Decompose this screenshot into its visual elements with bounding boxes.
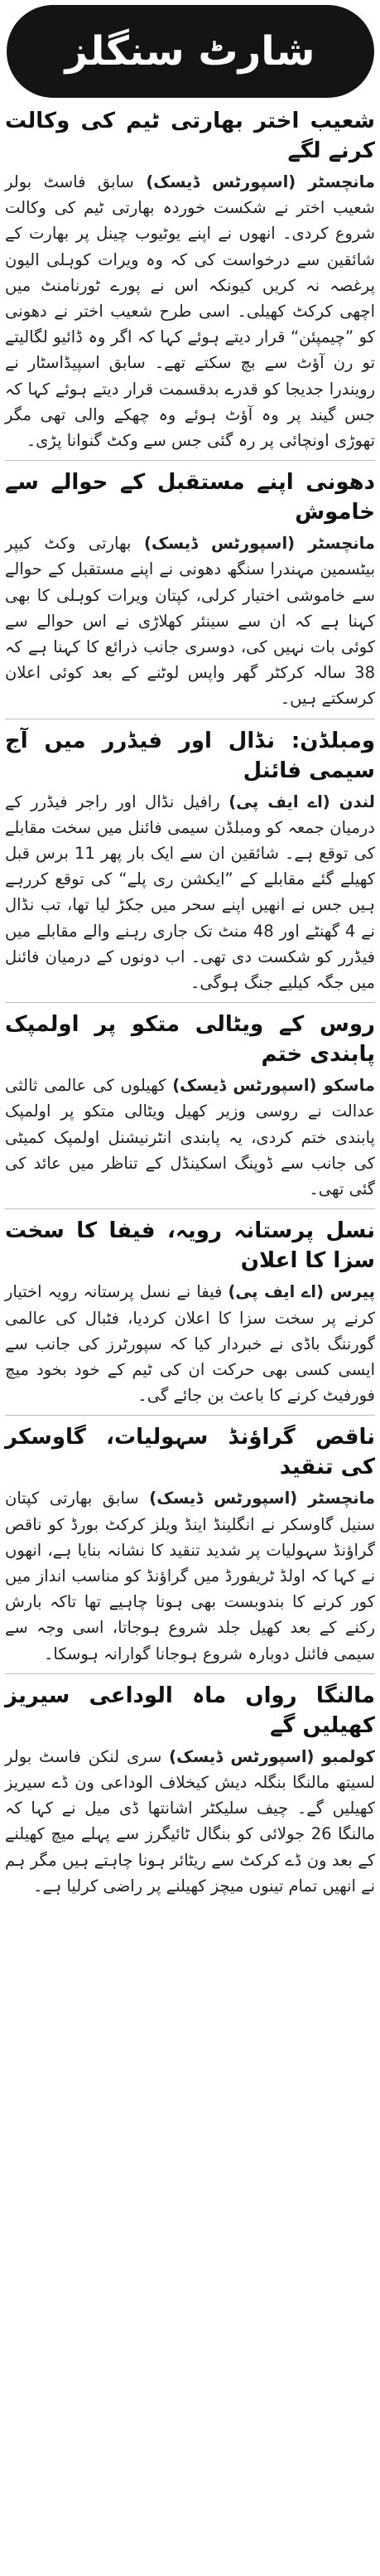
story-text: سابق فاسٹ بولر شعیب اختر نے شکست خوردہ بھارتی ٹیم کی وکالت شروع کردی۔ انھوں نے اپنے یوٹیوب چینل پر بھارت کے شائقین سے درخواست کی کہ وہ ویرات کوہلی الیون پرغصہ نہ کریں کیونکہ اس نے پورے ٹورنامنٹ میں اچھی کرکٹ کھیلی۔ اسی طرح شعیب اختر نے دھونی کو ”چیمپئن“ قرار دیتے ہوئے کہا کہ اگر وہ ڈائیو لگالیتے تو رن آؤٹ سے بچ سکتے تھے۔ سابق اسپیڈاسٹار نے رویندرا جدیجا کو قدرے بدقسمت قرار دیتے ہوئے کہا کہ جس گیند پر وہ آؤٹ ہوئے وہ چھکے والی تھی مگر تھوڑی اونچائی پر رہ گئی جس سے وکٹ گنوانا پڑی۔ bbox=[5, 172, 375, 451]
story-body bbox=[5, 789, 375, 996]
story-body bbox=[5, 1073, 375, 1202]
story-body bbox=[5, 1744, 375, 1899]
story-body bbox=[5, 1485, 375, 1666]
story-text: فیفا نے نسل پرستانہ رویہ اختیار کرنے پر سخت سزا کا اعلان کردیا، فٹبال کی عالمی گورننگ باڈی نے خبردار کیا کہ سپورٹرز کی جانب سے ایسی کسی بھی حرکت ان کی ٹیم کے خود بخود میچ فورفیٹ کرنے کا باعث بن جائے گی۔ bbox=[5, 1282, 375, 1406]
story-mutko bbox=[5, 1010, 375, 1202]
newspaper-page bbox=[0, 5, 380, 2576]
story-headline: روس کے ویٹالی متکو پر اولمپک پابندی ختم bbox=[5, 1012, 375, 1068]
story-divider bbox=[5, 1002, 375, 1003]
story-text: کھیلوں کی عالمی ثالثی عدالت نے روسی وزیر کھیل ویٹالی متکو پر اولمپک پابندی ختم کردی، یہ پابندی انٹرنیشنل اولمپک کمیٹی کی جانب سے ڈوپنگ اسکینڈل کے تناظر میں عائد کی گئی تھی۔ bbox=[5, 1076, 375, 1199]
story-divider bbox=[5, 1415, 375, 1416]
story-dateline: کولمبو (اسپورٹس ڈیسک) bbox=[169, 1746, 375, 1766]
story-wimbledon bbox=[5, 726, 375, 996]
story-text: بھارتی وکٹ کیپر بیٹسمین مہندرا سنگھ دھونی نے اپنے مستقبل کے حوالے سے خاموشی اختیار کرلی، کپتان ویرات کوہلی کا بھی کہنا ہے کہ ان سے سینئر کھلاڑی نے اس حوالے سے کوئی بات نہیں کی، دوسری جانب ذرائع کا کہنا ہے کہ 38 سالہ کرکٹر گھر واپس لوٹنے کے بعد کوئی اعلان کرسکتے ہیں۔ bbox=[5, 534, 375, 709]
story-text: سابق بھارتی کپتان سنیل گاوسکر نے انگلینڈ اینڈ ویلز کرکٹ بورڈ کو ناقص گراؤنڈ سہولیات پر شدید تنقید کا نشانہ بنایا ہے، انھوں نے کہا کہ اولڈ ٹریفورڈ میں گراؤنڈ کو مناسب انداز میں کور کرنے کا بندوبست بھی ہونا چاہیے تھا تاکہ بارش رکنے کے بعد کھیل جلد شروع ہوجاتا، اسی وجہ سے سیمی فائنل دوبارہ شروع ہوجانا گوارانہ ہوسکا۔ bbox=[5, 1489, 375, 1663]
story-text: سری لنکن فاسٹ بولر لسیتھ مالنگا بنگلہ دیش کیخلاف الوداعی ون ڈے سیریز کھیلیں گے۔ چیف سلیکٹر اشانتھا ڈی میل نے کہا کہ مالنگا 26 جولائی کو بنگال ٹائیگرز سے پہلے میچ کھیلنے کے بعد ون ڈے کرکٹ سے ریٹائر ہونا چاہتے ہیں مگر ہم نے انھیں تمام تینوں میچز کھیلنے پر راضی کرلیا ہے۔ bbox=[5, 1746, 376, 1896]
story-dateline: مانچسٹر (اسپورٹس ڈیسک) bbox=[144, 534, 375, 554]
story-divider bbox=[5, 460, 375, 461]
story-text: رافیل نڈال اور راجر فیڈرر کے درمیان جمعہ کو ومبلڈن سیمی فائنل میں سخت مقابلے کی توقع ہے۔ شائقین ان سے ایک بار پھر 11 برس قبل کھیلے گئے مقابلے کے ”ایکشن ری پلے“ کی توقع کررہے ہیں جس نے انھیں اپنے سحر میں جکڑ لیا تھا، تب نڈال نے 4 گھنٹے اور 48 منٹ تک جاری رہنے والے مقابلے میں فیڈرر کو شکست دی تھی۔ اب دونوں کے درمیان فائنل میں جگہ کیلیے جنگ ہوگی۔ bbox=[5, 792, 375, 993]
story-divider bbox=[5, 1673, 375, 1674]
story-headline: دھونی اپنے مستقبل کے حوالے سے خاموش bbox=[5, 470, 375, 525]
section-title: شارٹ سنگلز bbox=[65, 28, 315, 75]
story-dateline: لندن (اے ایف پی) bbox=[228, 792, 375, 811]
story-body bbox=[5, 169, 375, 453]
story-body bbox=[5, 1279, 375, 1408]
story-dateline: مانچسٹر (اسپورٹس ڈیسک) bbox=[146, 172, 375, 191]
story-headline: ومبلڈن: نڈال اور فیڈرر میں آج سیمی فائنل bbox=[5, 728, 375, 783]
story-body bbox=[5, 530, 375, 711]
section-title-banner bbox=[7, 5, 374, 98]
story-dateline: مانچسٹر (اسپورٹس ڈیسک) bbox=[149, 1489, 375, 1508]
story-shoaib bbox=[5, 106, 375, 453]
story-headline: ناقص گراؤنڈ سہولیات، گاوسکر کی تنقید bbox=[5, 1425, 375, 1480]
story-dhoni bbox=[5, 467, 375, 711]
story-dateline: پیرس (اے ایف پی) bbox=[228, 1282, 376, 1302]
story-headline: شعیب اختر بھارتی ٹیم کی وکالت کرنے لگے bbox=[5, 109, 375, 163]
story-malinga bbox=[5, 1681, 375, 1899]
story-gavaskar bbox=[5, 1422, 375, 1666]
story-headline: مالنگا رواں ماہ الوداعی سیریز کھیلیں گے bbox=[5, 1683, 375, 1738]
story-divider bbox=[5, 1208, 375, 1209]
story-fifa bbox=[5, 1216, 375, 1408]
story-headline: نسل پرستانہ رویہ، فیفا کا سخت سزا کا اعلان bbox=[5, 1218, 375, 1274]
story-dateline: ماسکو (اسپورٹس ڈیسک) bbox=[172, 1076, 375, 1096]
